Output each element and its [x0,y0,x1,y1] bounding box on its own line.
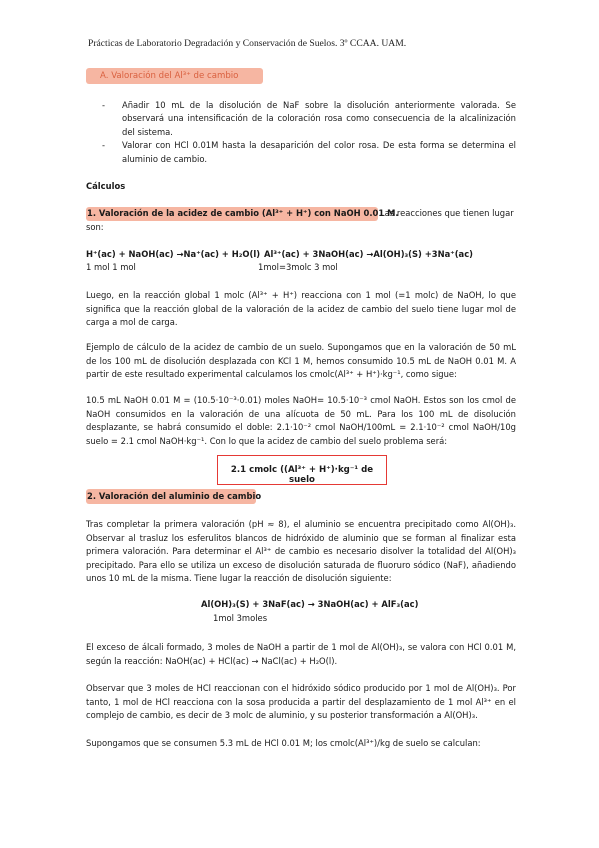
subsection-1-continuation-b: son: [86,222,104,232]
bullet-text: Valorar con HCl 0.01M hasta la desaparición del color rosa. De esta forma se determina el aluminio de cambio. [122,140,516,164]
bullet-dash: - [102,140,106,151]
page-header: Prácticas de Laboratorio Degradación y Conservación de Suelos. 3º CCAA. UAM. [88,38,407,49]
reaction-1-right: Al³⁺(ac) + 3NaOH(ac) →Al(OH)₃(S) +3Na⁺(ac) [264,249,473,259]
paragraph-excess-alkali: El exceso de álcali formado, 3 moles de NaOH a partir de 1 mol de Al(OH)₃, se valora con HCl 0.01 M, según la reacción: NaOH(ac) + HCl(ac) → NaCl(ac) + H₂O(l). [86,642,516,666]
subsection-2-heading [86,489,262,504]
paragraph-observe: Observar que 3 moles de HCl reaccionan con el hidróxido sódico producido por 1 mol de Al(OH)₃. Por tanto, 1 mol de HCl reacciona con la sosa producida a partir del desplazamiento de 1 mol Al³⁺ en el complejo de cambio, es decir de 3 molc de aluminio, y su posterior transformación a Al(OH)₃. [86,683,516,721]
paragraph-second-titration: Tras completar la primera valoración (pH ≈ 8), el aluminio se encuentra precipitado como Al(OH)₃. Observar al trasluz los esferulitos blancos de hidróxido de aluminio que se forman al finalizar esta primera valoración. Para determinar el Al³⁺ de cambio es necesario disolver la totalidad del Al(OH)₃ precipitado. Para ello se utiliza un exceso de disolución saturada de fluoruro sódico (NaF), añadiendo unos 10 mL de la misma. Tiene lugar la reacción de disolución siguiente: [86,519,516,584]
subsection-1-heading [86,207,399,221]
result-text: 2.1 cmolc ((Al³⁺ + H⁺)·kg⁻¹ de suelo [230,465,374,485]
reaction-1-right-mol: 1mol=3molc 3 mol [258,262,338,272]
bullet-dash: - [102,100,106,110]
reaction-2-mol: 1mol 3moles [213,613,268,623]
subsection-1-label: 1. Valoración de la acidez de cambio (Al³⁺ + H⁺) con NaOH 0.01 M. [87,208,399,218]
result-box [217,455,387,485]
paragraph-example: Ejemplo de cálculo de la acidez de cambio de un suelo. Supongamos que en la valoración de 50 mL de los 100 mL de disolución desplazada con KCl 1 M, hemos consumido 10.5 mL de NaOH 0.01 M. A partir de este resultado experimental calculamos los cmolc(Al³⁺ + H⁺)·kg⁻¹, como sigue: [86,342,516,380]
reaction-2: Al(OH)₃(S) + 3NaF(ac) → 3NaOH(ac) + AlF₃(ac) [201,599,419,609]
calculations-heading: Cálculos [86,181,126,191]
paragraph-global-reaction: Luego, en la reacción global 1 molc (Al³⁺ + H⁺) reacciona con 1 mol (=1 molc) de NaOH, lo que significa que la reacción global de la valoración de la acidez de cambio del suelo tiene lugar mol de carga a mol de carga. [86,290,516,328]
paragraph-calculation: 10.5 mL NaOH 0.01 M = (10.5·10⁻³·0.01) moles NaOH= 10.5·10⁻³ cmol NaOH. Estos son los cmol de NaOH consumidos en la valoración de una alícuota de 50 mL. Para los 100 mL de disolución desplazante, se habrá consumido el doble: 2.1·10⁻² cmol NaOH/100mL = 2.1·10⁻² cmol NaOH/10g suelo = 2.1 cmol NaOH·kg⁻¹. Con lo que la acidez de cambio del suelo problema será: [86,395,516,446]
reaction-1-left: H⁺(ac) + NaOH(ac) →Na⁺(ac) + H₂O(l) [86,249,261,259]
paragraph-last: Supongamos que se consumen 5.3 mL de HCl 0.01 M; los cmolc(Al³⁺)/kg de suelo se calculan: [86,738,481,748]
list-item [102,139,516,166]
section-a-label: A. Valoración del Al³⁺ de cambio [100,71,239,81]
section-a-heading [86,68,263,84]
subsection-2-label: 2. Valoración del aluminio de cambio [87,491,262,501]
reaction-1-left-mol: 1 mol 1 mol [86,262,136,272]
list-item [102,99,516,139]
subsection-1-continuation-a: Las reacciones que tienen lugar [380,208,514,218]
bullet-text: Añadir 10 mL de la disolución de NaF sobre la disolución anteriormente valorada. Se observará una intensificación de la coloración rosa como consecuencia de la alcalinización del sistema. [122,100,516,137]
bullet-list [102,99,516,166]
